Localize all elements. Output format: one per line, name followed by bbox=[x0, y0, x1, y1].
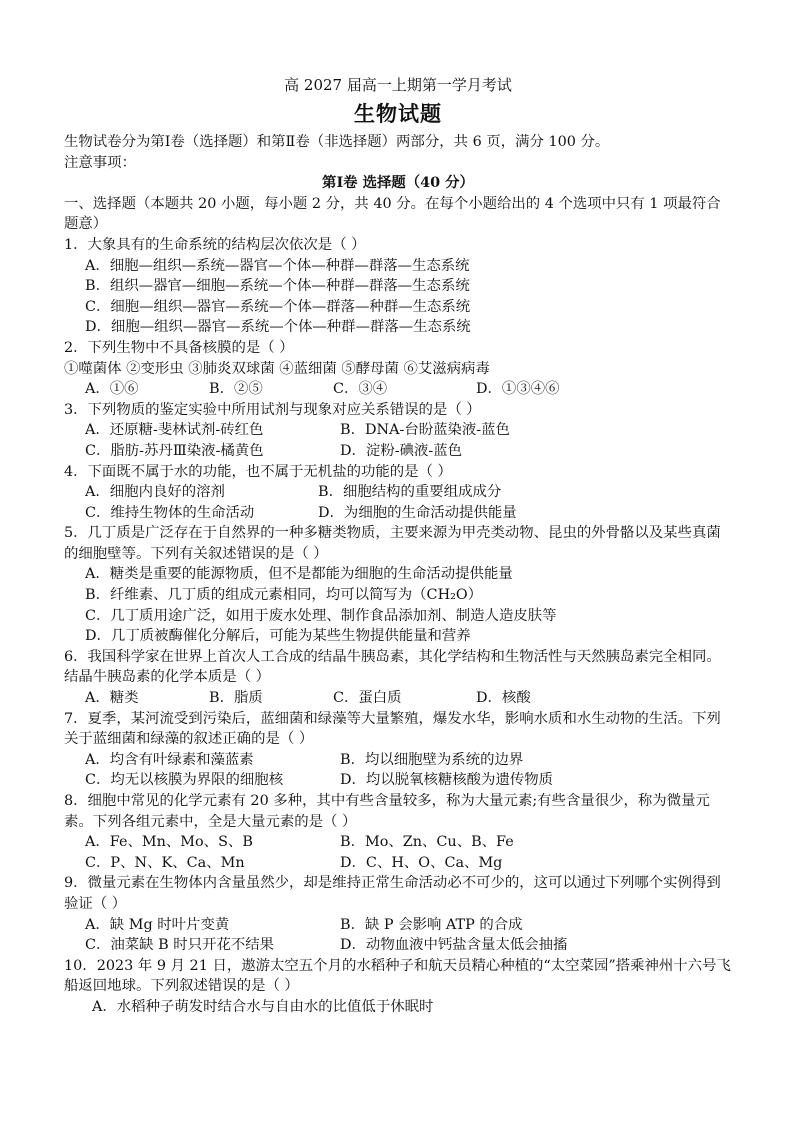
option-d: D．动物血液中钙盐含量太低会抽搐 bbox=[340, 937, 568, 954]
option-a: A．还原糖-斐林试剂-砖红色 bbox=[85, 422, 264, 439]
intro-text: 生物试卷分为第Ⅰ卷（选择题）和第Ⅱ卷（非选择题）两部分，共 6 页，满分 100 分。 bbox=[64, 134, 610, 150]
question-4 bbox=[64, 462, 732, 524]
options-row bbox=[64, 750, 732, 771]
organism-list: ①噬菌体 ②变形虫 ③肺炎双球菌 ④蓝细菌 ⑤酵母菌 ⑥艾滋病病毒 bbox=[64, 360, 490, 377]
question-7 bbox=[64, 709, 732, 791]
option-a: A．①⑥ bbox=[85, 381, 139, 398]
question-10 bbox=[64, 956, 732, 1018]
option-d: D．均以脱氧核糖核酸为遗传物质 bbox=[340, 772, 554, 789]
question-3 bbox=[64, 400, 732, 462]
options-row bbox=[64, 770, 732, 791]
option-c: C．蛋白质 bbox=[333, 690, 402, 707]
options-row bbox=[64, 482, 732, 503]
options-row bbox=[64, 503, 732, 524]
option-a: A．Fe、Mn、Mo、S、B bbox=[85, 834, 253, 851]
options-row bbox=[64, 379, 732, 400]
option-a: A．细胞—组织—系统—器官—个体—种群—群落—生态系统 bbox=[85, 257, 470, 274]
option-a: A．水稻种子萌发时结合水与自由水的比值低于休眠时 bbox=[92, 998, 434, 1015]
question-8 bbox=[64, 791, 732, 873]
option-b: B．均以细胞壁为系统的边界 bbox=[340, 751, 524, 768]
question-stem: 8．细胞中常见的化学元素有 20 多种，其中有些含量较多，称为大量元素;有些含量很少，称为微量元素。下列各组元素中，全是大量元素的是（ ） bbox=[64, 793, 710, 830]
subject-title: 生物试题 bbox=[354, 101, 442, 126]
options-row bbox=[64, 935, 732, 956]
question-stem: 7．夏季，某河流受到污染后，蓝细菌和绿藻等大量繁殖，爆发水华，影响水质和水生动物的生活。下列关于蓝细菌和绿藻的叙述正确的是（ ） bbox=[64, 710, 721, 748]
question-stem: 9．微量元素在生物体内含量虽然少，却是维持正常生命活动必不可少的，这可以通过下列哪个实例得到验证（ ） bbox=[64, 875, 721, 912]
option-b: B．细胞结构的重要组成成分 bbox=[318, 484, 502, 501]
question-5 bbox=[64, 523, 732, 647]
option-c: C．细胞—组织—器官—系统—个体—群落—种群—生态系统 bbox=[85, 298, 471, 315]
option-d: D．核酸 bbox=[476, 690, 531, 707]
option-c: C．脂肪-苏丹Ⅲ染液-橘黄色 bbox=[85, 442, 264, 459]
options-row bbox=[64, 832, 732, 853]
option-b: B．②⑤ bbox=[209, 381, 263, 398]
option-a: A．均含有叶绿素和藻蓝素 bbox=[85, 751, 254, 768]
option-a: A．缺 Mg 时叶片变黄 bbox=[85, 916, 230, 933]
question-stem: 3．下列物质的鉴定实验中所用试剂与现象对应关系错误的是（ ） bbox=[64, 401, 481, 418]
question-stem: 10．2023 年 9 月 21 日，遨游太空五个月的水稻种子和航天员精心种植的“太空菜园”搭乘神州十六号飞船返回地球。下列叙述错误的是（ ） bbox=[64, 957, 731, 995]
options-row bbox=[64, 853, 732, 874]
option-d: D．几丁质被酶催化分解后，可能为某些生物提供能量和营养 bbox=[85, 628, 471, 645]
option-c: C．P、N、K、Ca、Mn bbox=[85, 854, 245, 871]
option-c: C．油菜缺 B 时只开花不结果 bbox=[85, 937, 275, 954]
option-a: A．细胞内良好的溶剂 bbox=[85, 484, 225, 501]
question-stem: 4．下面既不属于水的功能，也不属于无机盐的功能的是（ ） bbox=[64, 463, 452, 480]
option-d: D．C、H、O、Ca、Mg bbox=[340, 854, 503, 871]
exam-page bbox=[64, 74, 732, 1018]
question-2 bbox=[64, 338, 732, 400]
question-stem: 2．下列生物中不具备核膜的是（ ） bbox=[64, 339, 294, 356]
option-b: B．纤维素、几丁质的组成元素相同，均可以简写为（CH₂O） bbox=[85, 587, 483, 604]
option-d: D．①③④⑥ bbox=[476, 381, 560, 398]
section-instruction: 一、选择题（本题共 20 小题，每小题 2 分，共 40 分。在每个小题给出的 4 个选项中只有 1 项最符合题意） bbox=[64, 195, 721, 233]
option-a: A．糖类是重要的能源物质，但不是都能为细胞的生命活动提供能量 bbox=[85, 566, 513, 583]
option-d: D．细胞—组织—器官—系统—个体—种群—群落—生态系统 bbox=[85, 319, 471, 336]
option-b: B．Mo、Zn、Cu、B、Fe bbox=[340, 834, 514, 851]
options-row bbox=[64, 441, 732, 462]
option-d: D．淀粉-碘液-蓝色 bbox=[340, 442, 462, 459]
option-c: C．③④ bbox=[333, 381, 388, 398]
option-a: A．糖类 bbox=[85, 690, 139, 707]
notes-label: 注意事项： bbox=[64, 154, 136, 171]
question-stem: 6．我国科学家在世界上首次人工合成的结晶牛胰岛素，其化学结构和生物活性与天然胰岛素完全相同。结晶牛胰岛素的化学本质是（ ） bbox=[64, 648, 721, 686]
options-row bbox=[64, 688, 732, 709]
section-title: 第Ⅰ卷 选择题（40 分） bbox=[322, 174, 474, 192]
question-6 bbox=[64, 647, 732, 709]
option-b: B．缺 P 会影响 ATP 的合成 bbox=[340, 916, 523, 933]
question-1 bbox=[64, 235, 732, 338]
option-c: C．维持生物体的生命活动 bbox=[85, 504, 255, 521]
question-9 bbox=[64, 873, 732, 955]
question-stem: 1．大象具有的生命系统的结构层次依次是（ ） bbox=[64, 236, 366, 253]
question-stem: 5．几丁质是广泛存在于自然界的一种多糖类物质，主要来源为甲壳类动物、昆虫的外骨骼以及某些真菌的细胞壁等。下列有关叙述错误的是（ ） bbox=[64, 525, 721, 562]
option-b: B．组织—器官—细胞—系统—个体—种群—群落—生态系统 bbox=[85, 278, 470, 295]
option-b: B．脂质 bbox=[209, 690, 263, 707]
options-row bbox=[64, 915, 732, 936]
option-b: B．DNA-台盼蓝染液-蓝色 bbox=[340, 422, 510, 439]
option-d: D．为细胞的生命活动提供能量 bbox=[318, 504, 517, 521]
option-c: C．均无以核膜为界限的细胞核 bbox=[85, 772, 284, 789]
option-c: C．几丁质用途广泛，如用于废水处理、制作食品添加剂、制造人造皮肤等 bbox=[85, 607, 557, 624]
options-row bbox=[64, 420, 732, 441]
exam-name: 高 2027 届高一上期第一学月考试 bbox=[284, 76, 512, 94]
